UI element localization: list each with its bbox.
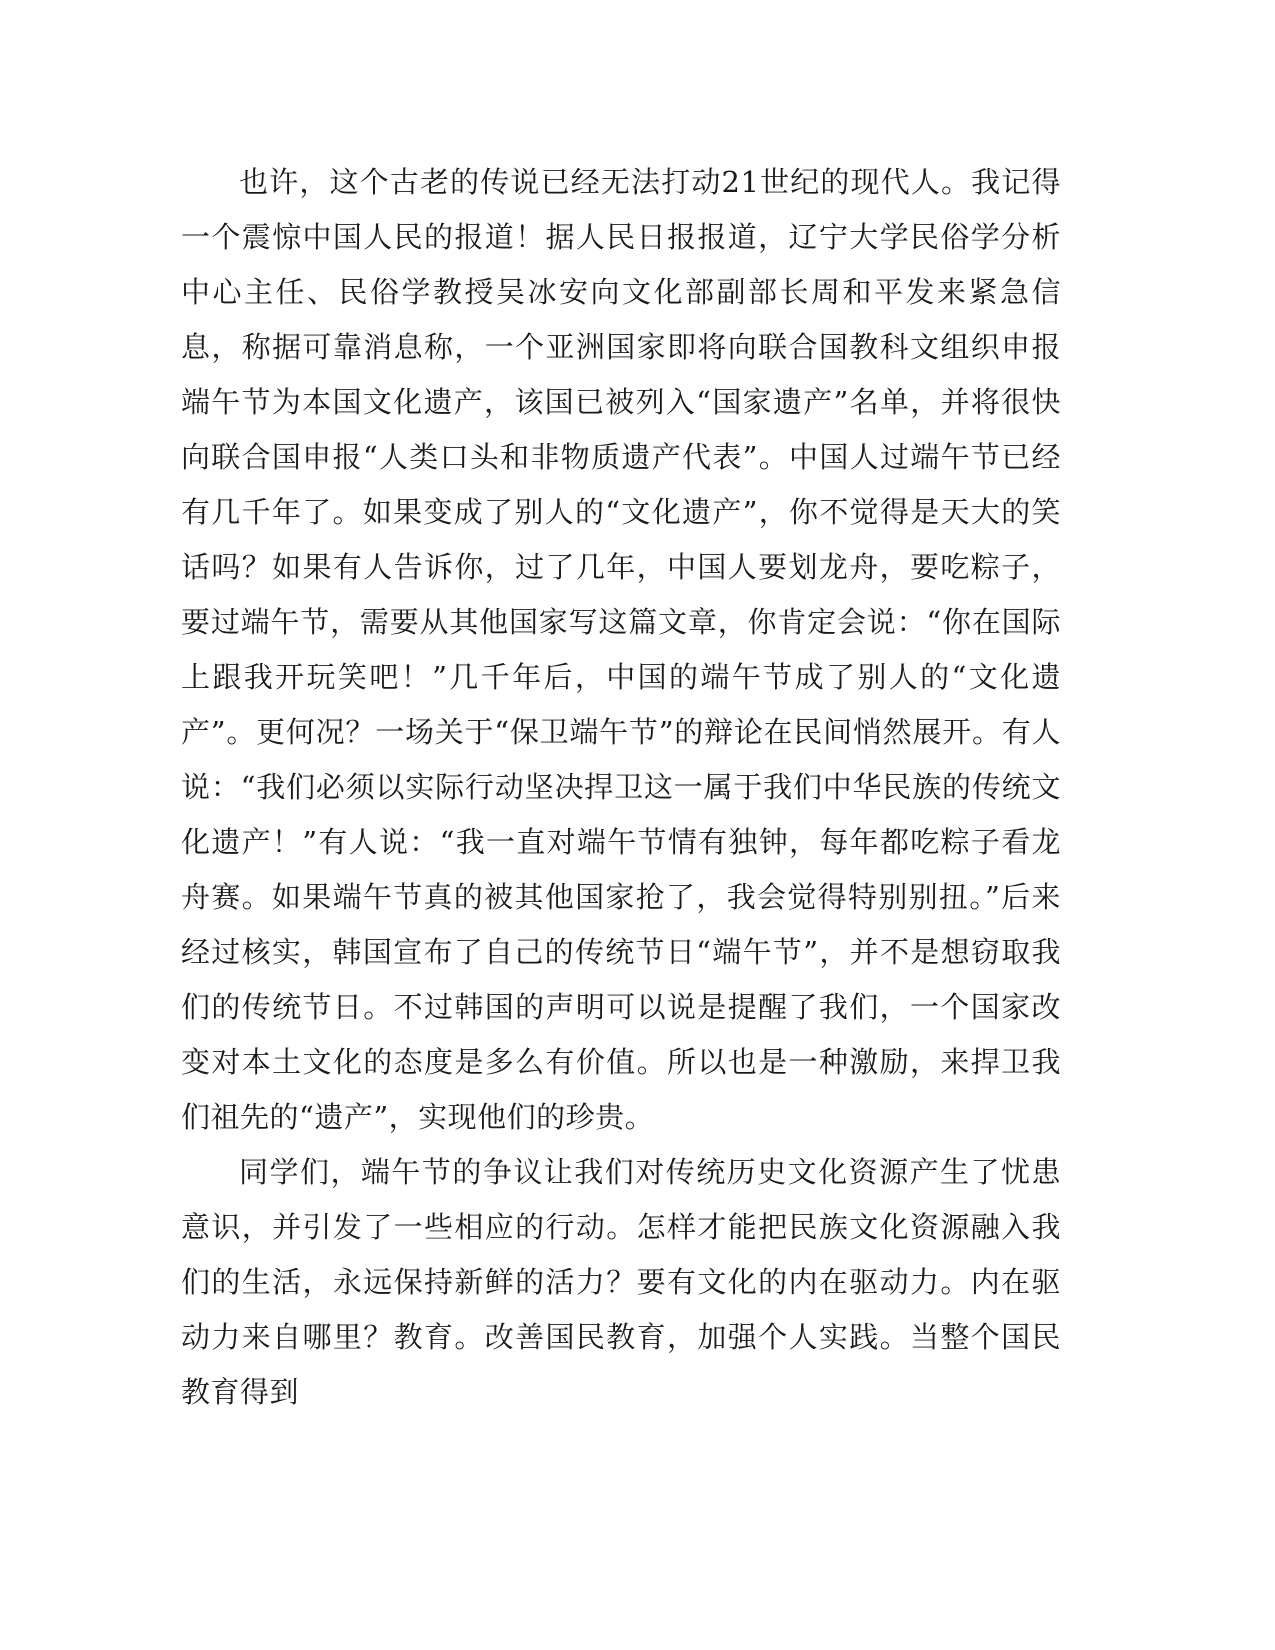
paragraph: 同学们，端午节的争议让我们对传统历史文化资源产生了忧患意识，并引发了一些相应的行动。怎样才能把民族文化资源融入我们的生活，永远保持新鲜的活力？要有文化的内在驱动力。内在驱动力来自哪里？教育。改善国民教育，加强个人实践。当整个国民教育得到 xyxy=(181,1155,1061,1409)
paragraph: 也许，这个古老的传说已经无法打动21世纪的现代人。我记得一个震惊中国人民的报道！据人民日报报道，辽宁大学民俗学分析中心主任、民俗学教授吴冰安向文化部副部长周和平发来紧急信息，称据可靠消息称，一个亚洲国家即将向联合国教科文组织申报端午节为本国文化遗产，该国已被列入“国家遗产”名单，并将很快向联合国申报“人类口头和非物质遗产代表”。中国人过端午节已经有几千年了。如果变成了别人的“文化遗产”，你不觉得是天大的笑话吗？如果有人告诉你，过了几年，中国人要划龙舟，要吃粽子，要过端午节，需要从其他国家写这篇文章，你肯定会说：“你在国际上跟我开玩笑吧！”几千年后，中国的端午节成了别人的“文化遗产”。更何况？一场关于“保卫端午节”的辩论在民间悄然展开。有人说：“我们必须以实际行动坚决捍卫这一属于我们中华民族的传统文化遗产！”有人说：“我一直对端午节情有独钟，每年都吃粽子看龙舟赛。如果端午节真的被其他国家抢了，我会觉得特别别扭。”后来经过核实，韩国宣布了自己的传统节日“端午节”，并不是想窃取我们的传统节日。不过韩国的声明可以说是提醒了我们，一个国家改变对本土文化的态度是多么有价值。所以也是一种激励，来捍卫我们祖先的“遗产”，实现他们的珍贵。 xyxy=(181,165,1061,1134)
body-text xyxy=(181,155,1061,1420)
